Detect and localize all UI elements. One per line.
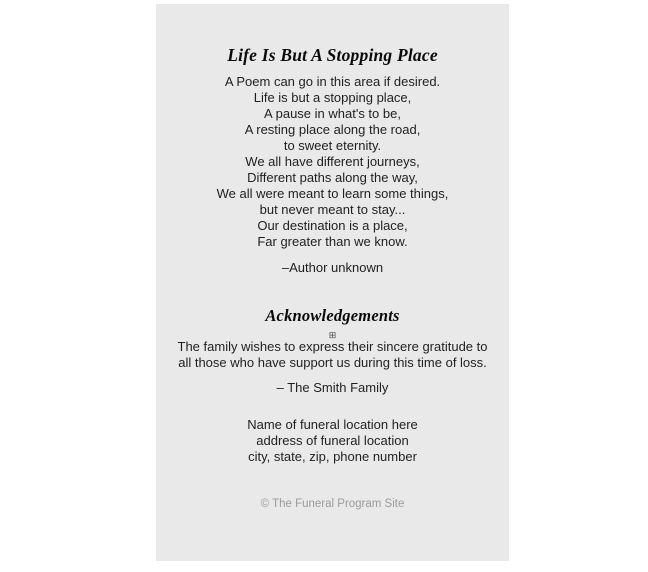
- poem-line: Far greater than we know.: [257, 234, 408, 249]
- poem-line: Our destination is a place,: [257, 218, 408, 233]
- poem-line: but never meant to stay...: [259, 202, 406, 217]
- funeral-location-block: [156, 417, 509, 465]
- poem-line: Different paths along the way,: [247, 170, 418, 185]
- acknowledgements-body: [156, 339, 509, 371]
- poem-line: We all were meant to learn some things,: [216, 186, 449, 201]
- object-anchor-icon: ⊞: [328, 330, 337, 340]
- family-signature: – The Smith Family: [276, 380, 389, 395]
- poem-line: to sweet eternity.: [283, 138, 382, 153]
- location-name: Name of funeral location here: [247, 417, 418, 432]
- poem-line: Life is but a stopping place,: [253, 90, 412, 105]
- location-city-state: city, state, zip, phone number: [248, 449, 417, 464]
- acknowledgements-line: The family wishes to express their sincere gratitude to: [177, 339, 488, 354]
- poem-line: We all have different journeys,: [245, 154, 420, 169]
- poem-line: A Poem can go in this area if desired.: [224, 74, 441, 89]
- funeral-program-page: [156, 4, 509, 561]
- poem-title: Life Is But A Stopping Place: [227, 45, 438, 65]
- location-address: address of funeral location: [256, 433, 409, 448]
- acknowledgements-line: all those who have support us during this time of loss.: [178, 355, 487, 370]
- poem-line: A pause in what's to be,: [264, 106, 401, 121]
- copyright-notice: © The Funeral Program Site: [260, 498, 405, 510]
- poem-line: A resting place along the road,: [244, 122, 421, 137]
- acknowledgements-title: Acknowledgements: [265, 306, 400, 325]
- poem-body: [156, 74, 509, 250]
- poem-attribution: –Author unknown: [281, 260, 384, 275]
